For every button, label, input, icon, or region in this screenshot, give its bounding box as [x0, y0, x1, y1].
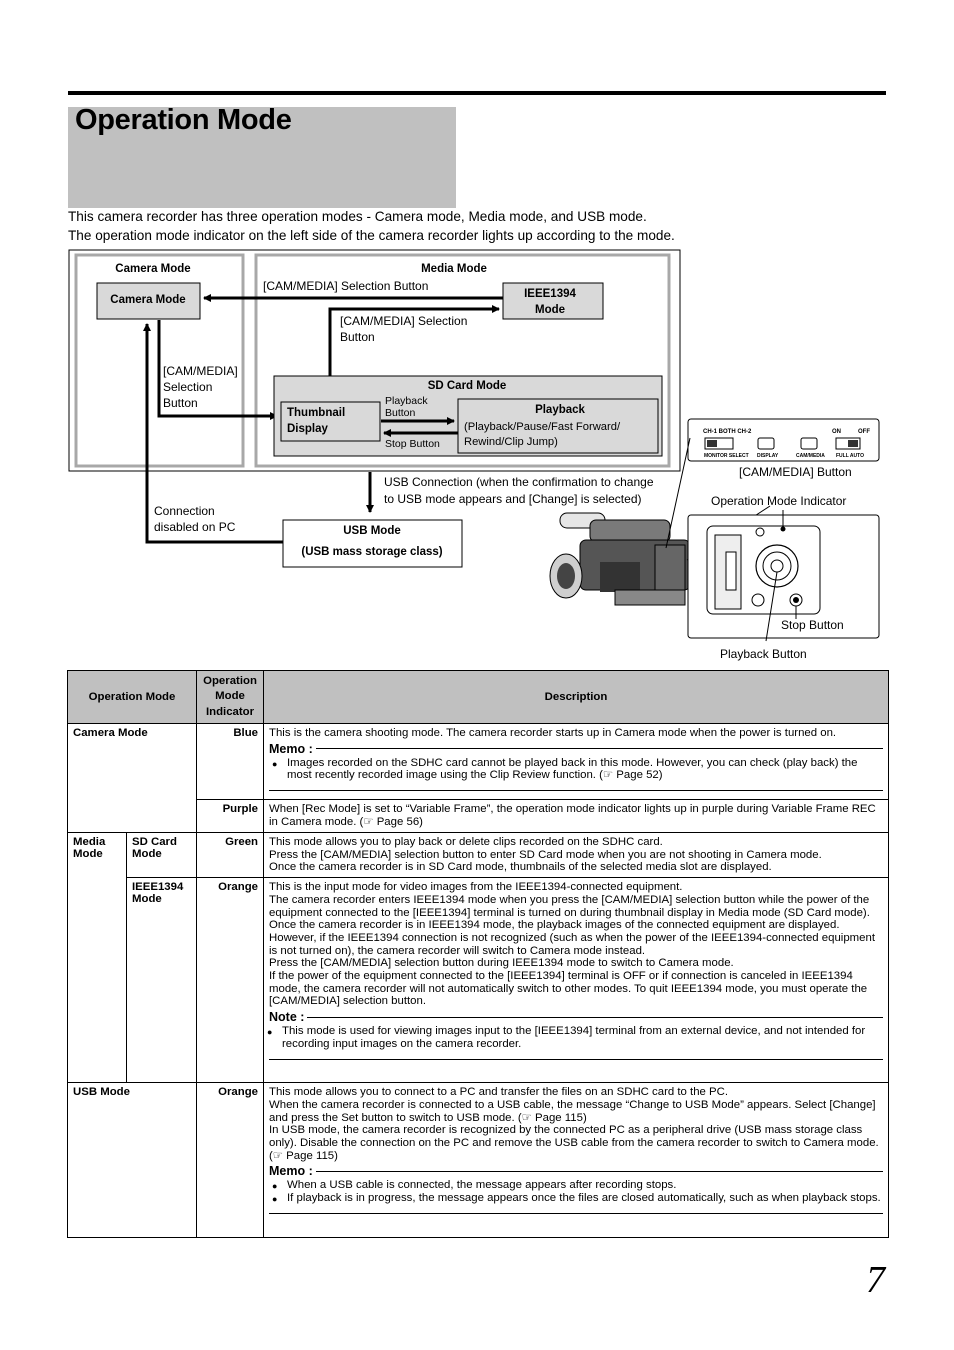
- operation-mode-table: [67, 670, 889, 1238]
- cam-media-button-label: [CAM/MEDIA] Button: [739, 465, 852, 479]
- camera-memo: [269, 742, 883, 791]
- playback-button-label: Playback Button: [720, 647, 807, 661]
- mode-media-line1: Media: [73, 836, 106, 848]
- sel-btn-left-2: Selection: [163, 380, 213, 394]
- sel-btn-mid-label-1: [CAM/MEDIA] Selection: [340, 314, 468, 328]
- mode-ieee-line2: Mode: [132, 893, 162, 906]
- usb-desc-line: In USB mode, the camera recorder is recognized by the connected PC as a peripheral drive (USB mass storage class only). Disable the connection on the PC and remove the USB cable from the camera recorder to switch to Camera mode. (☞ Page 115): [269, 1124, 879, 1162]
- sd-desc-line: Once the camera recorder is in SD Card mode, thumbnails of the selected media slot are displayed.: [269, 861, 772, 874]
- media-group-label: Media Mode: [421, 263, 487, 275]
- page-title: Operation Mode: [75, 104, 292, 136]
- table-header-row: [68, 671, 889, 724]
- page-number: 7: [866, 1259, 885, 1301]
- panel-label-3: MONITOR SELECT: [704, 453, 749, 459]
- usb-memo-item: ● When a USB cable is connected, the message appears after recording stops.: [287, 1179, 883, 1192]
- panel-label-0: CH-1 BOTH CH-2: [703, 429, 752, 435]
- mode-diagram: [0, 0, 954, 670]
- camera-blue-description: [264, 724, 889, 800]
- table-row: [68, 1083, 889, 1238]
- mode-sd-line1: SD Card: [132, 836, 177, 848]
- panel-label-2: OFF: [858, 429, 870, 435]
- indicator-green: Green: [197, 833, 264, 878]
- ieee-desc-line: The camera recorder enters IEEE1394 mode when you press the [CAM/MEDIA] selection button while the power of the equipment connected to the [IEEE1394] terminal is turned on during thumbnail display in Media mode (SD Card mode).: [269, 893, 870, 919]
- thumbnail-label-1: Thumbnail: [287, 407, 346, 419]
- control-panel-illustration: [688, 419, 879, 461]
- usb-box-label-1: USB Mode: [343, 525, 401, 537]
- camera-memo-item: ● Images recorded on the SDHC card cannot be played back in this mode. However, you can check (play back) the most recently recorded image using the Clip Review function. (☞ Page 52): [287, 757, 883, 782]
- mode-sd-line2: Mode: [132, 848, 162, 860]
- ieee-box-line1: IEEE1394: [524, 288, 576, 300]
- mode-media-line2: Mode: [73, 848, 103, 860]
- playback-title: Playback: [535, 404, 585, 416]
- sel-btn-mid-label-2: Button: [340, 330, 375, 344]
- mode-ieee1394: [127, 878, 197, 1083]
- sd-card-group-label: SD Card Mode: [427, 380, 507, 392]
- sel-btn-left-3: Button: [163, 396, 198, 410]
- playback-btn-label-2: Button: [385, 407, 416, 419]
- indicator-purple: Purple: [197, 800, 264, 833]
- thumbnail-label-2: Display: [287, 423, 328, 435]
- ieee-desc-line: Once the camera recorder is in IEEE1394 mode, the playback images of the connected equipment are displayed. However, if the IEEE1394 connection is not recognized (such as when the power of the IEEE1394-connected equipment is not turned on), the camera recorder will switch to Camera mode instead.: [269, 919, 875, 957]
- usb-memo-item: ● If playback is in progress, the message appears once the files are closed automatically, such as when playback stops.: [287, 1192, 883, 1205]
- table-row: [68, 833, 889, 878]
- sd-description: [264, 833, 889, 878]
- op-mode-indicator-label: Operation Mode Indicator: [711, 494, 847, 508]
- ieee-desc-line: Press the [CAM/MEDIA] selection button during IEEE1394 mode to switch to Camera mode.: [269, 957, 734, 970]
- note-label: Note :: [269, 1010, 305, 1025]
- camera-recorder-illustration: [550, 513, 690, 605]
- mode-media: [68, 833, 127, 1083]
- panel-label-4: DISPLAY: [757, 453, 779, 459]
- header-indicator: Operation Mode Indicator: [197, 671, 264, 724]
- usb-conn-label-2: to USB mode appears and [Change] is selected): [384, 492, 642, 506]
- disabled-label-2: disabled on PC: [154, 520, 236, 534]
- mode-usb: USB Mode: [68, 1083, 197, 1238]
- mode-sd-card: [127, 833, 197, 878]
- panel-label-5: CAM/MEDIA: [796, 453, 825, 459]
- usb-desc-line: When the camera recorder is connected to a USB cable, the message “Change to USB Mode” appears. Select [Change] and press the Set button to switch to USB mode. (☞ Page 115): [269, 1098, 876, 1124]
- sel-btn-top-label: [CAM/MEDIA] Selection Button: [263, 279, 429, 293]
- ieee-description: [264, 878, 889, 1083]
- usb-conn-label-1: USB Connection (when the confirmation to change: [384, 475, 654, 489]
- memo-label: Memo :: [269, 741, 313, 756]
- intro-line-2: The operation mode indicator on the left side of the camera recorder lights up according to the mode.: [68, 228, 675, 243]
- mode-camera: Camera Mode: [68, 724, 197, 833]
- usb-box-label-2: (USB mass storage class): [301, 546, 443, 558]
- table-row: [68, 724, 889, 800]
- ieee-desc-line: This is the input mode for video images from the IEEE1394-connected equipment.: [269, 881, 683, 894]
- stop-button-label: Stop Button: [781, 618, 844, 632]
- camera-purple-text: When [Rec Mode] is set to “Variable Frame”, the operation mode indicator lights up in purple during Variable Frame REC in Camera mode. (☞ Page 56): [269, 803, 876, 828]
- playback-desc-2: Rewind/Clip Jump): [464, 436, 558, 448]
- header-description: Description: [264, 671, 889, 724]
- camera-blue-text: This is the camera shooting mode. The camera recorder starts up in Camera mode when the power is turned on.: [269, 727, 837, 739]
- panel-label-1: ON: [832, 429, 841, 435]
- playback-btn-label-1: Playback: [385, 395, 428, 407]
- panel-label-6: FULL AUTO: [836, 453, 864, 459]
- playback-desc-1: (Playback/Pause/Fast Forward/: [464, 421, 621, 433]
- header-operation-mode: Operation Mode: [68, 671, 197, 724]
- camera-group-label: Camera Mode: [115, 263, 191, 275]
- ieee-desc-line: If the power of the equipment connected to the [IEEE1394] terminal is OFF or if connection is canceled in IEEE1394 mode, the camera recorder will not automatically switch to other modes. To quit IEEE1394 mode, you must operate the [CAM/MEDIA] selection button.: [269, 970, 868, 1008]
- usb-desc-line: This mode allows you to connect to a PC and transfer the files on an SDHC card to the PC.: [269, 1086, 729, 1099]
- indicator-orange-usb: Orange: [197, 1083, 264, 1238]
- sel-btn-left-1: [CAM/MEDIA]: [163, 364, 238, 378]
- camera-mode-box-label: Camera Mode: [110, 294, 186, 306]
- sd-desc-line: This mode allows you to play back or delete clips recorded on the SDHC card.: [269, 836, 663, 848]
- ieee-note: [269, 1010, 883, 1059]
- memo-label: Memo :: [269, 1164, 313, 1179]
- sd-desc-line: Press the [CAM/MEDIA] selection button to enter SD Card mode when you are not shooting in Camera mode.: [269, 848, 822, 861]
- table-row: [68, 878, 889, 1083]
- ieee-box-line2: Mode: [534, 304, 566, 316]
- ieee-note-item: ● This mode is used for viewing images input to the [IEEE1394] terminal from an external device, and not intended for recording input images on the camera recorder.: [282, 1025, 883, 1050]
- indicator-blue: Blue: [197, 724, 264, 800]
- stop-btn-label: Stop Button: [385, 438, 440, 450]
- usb-memo: [269, 1164, 883, 1213]
- indicator-orange-ieee: Orange: [197, 878, 264, 1083]
- usb-description: [264, 1083, 889, 1238]
- disabled-label-1: Connection: [154, 504, 215, 518]
- mode-ieee-line1: IEEE1394: [132, 881, 184, 894]
- intro-line-1: This camera recorder has three operation modes - Camera mode, Media mode, and USB mode.: [68, 209, 647, 224]
